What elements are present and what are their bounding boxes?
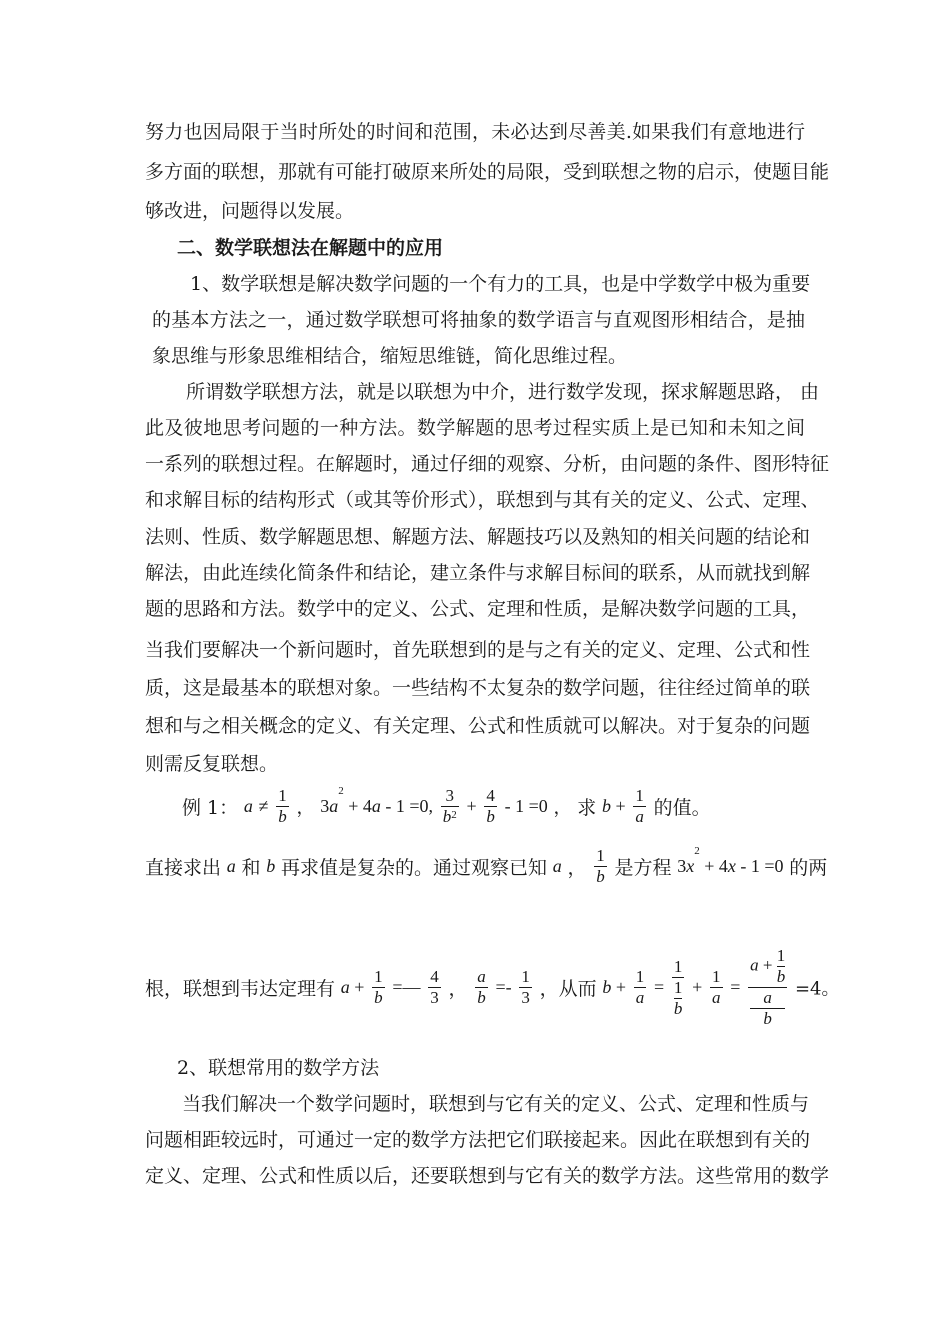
text-segment: 的两 (789, 857, 828, 879)
fraction-3-over-b2: $\frac{3}{b^2}$ (442, 786, 457, 826)
separator: ， (553, 797, 572, 819)
text-line: 多方面的联想，那就有可能打破原来所处的局限，受到联想之物的启示，使题目能 (145, 161, 830, 183)
fraction-1-over-b: $\frac{1}{b}$ (278, 786, 287, 826)
example-1-equation: 例 1： a ≠ $\frac{1}{b}$ ， $3a^2 + 4a - 1 =0$, $\frac{3}{b^2}$ + $\frac{4}{b}$ - 1 =0 ， 求 b + $\frac{1}{a}$ 的值。 (182, 784, 711, 826)
result-text: =4。 (794, 978, 840, 1000)
text-line: 则需反复联想。 (145, 753, 279, 775)
fraction-compound: a + $\frac{1}{b}$ a b (750, 946, 786, 1028)
text-line: 的基本方法之一，通过数学联想可将抽象的数学语言与直观图形相结合，是抽 (152, 309, 805, 331)
text-segment: 直接求出 (145, 857, 222, 879)
text-line: 当我们要解决一个新问题时，首先联想到的是与之有关的定义、定理、公式和性 (145, 639, 811, 661)
fraction-1-over-b: $\frac{1}{b}$ (596, 846, 605, 886)
text-line: 质，这是最基本的联想对象。一些结构不太复杂的数学问题，往往经过简单的联 (145, 677, 811, 699)
text-line: 和求解目标的结构形式（或其等价形式），联想到与其有关的定义、公式、定理、 (145, 489, 820, 511)
text-line: 象思维与形象思维相结合，缩短思维链，简化思维过程。 (152, 345, 628, 367)
fraction-1-over-b: $\frac{1}{b}$ (374, 967, 383, 1007)
text-line: 题的思路和方法。数学中的定义、公式、定理和性质，是解决数学问题的工具， (145, 598, 811, 620)
text-segment: 再求值是复杂的。通过观察已知 (280, 857, 547, 879)
section-heading-text: 二、数学联想法在解题中的应用 (177, 237, 444, 259)
text-segment: ，从而 (539, 978, 597, 1000)
text-line: 所谓数学联想方法，就是以联想为中介，进行数学发现，探求解题思路， 由 (186, 381, 820, 403)
subsection-heading-text: 2、联想常用的数学方法 (177, 1057, 380, 1079)
text-segment: 和 (241, 857, 261, 879)
text-line: 解法，由此连续化简条件和结论，建立条件与求解目标间的联系，从而就找到解 (145, 562, 811, 584)
text-line: 一系列的联想过程。在解题时，通过仔细的观察、分析，由问题的条件、图形特征 (145, 453, 830, 475)
ask-end-text: 的值。 (653, 797, 711, 819)
fraction-a-over-b: $\frac{a}{b}$ (477, 967, 486, 1007)
fraction-1-over-1-over-b: 1 1 b (673, 956, 683, 1018)
fraction-1-over-a: $\frac{1}{a}$ (712, 967, 721, 1007)
vieta-line: 根，联想到韦达定理有 a + $\frac{1}{b}$ =— $\frac{4}{3}$ ， $\frac{a}{b}$ =- $\frac{1}{3}$ ，从而 b + $\frac{1}{a}$ = 1 1 b + $\frac{1}{a}$ = a + $\frac{1}{b}$ a b =4。 (145, 946, 840, 1028)
text-line: 定义、定理、公式和性质以后，还要联想到与它有关的数学方法。这些常用的数学 (145, 1165, 830, 1187)
ask-text: 求 (577, 797, 597, 819)
direct-computation-line: 直接求出 a 和 b 再求值是复杂的。通过观察已知 a ， $\frac{1}{b}$ 是方程 $3x^2 + 4x - 1 =0$ 的两 (145, 844, 828, 886)
text-segment: ， (448, 978, 468, 1000)
text-line: 想和与之相关概念的定义、有关定理、公式和性质就可以解决。对于复杂的问题 (145, 715, 811, 737)
fraction-1-over-3: $\frac{1}{3}$ (521, 967, 530, 1007)
text-line: 当我们解决一个数学问题时，联想到与它有关的定义、公式、定理和性质与 (182, 1093, 810, 1115)
text-line: 努力也因局限于当时所处的时间和范围，未必达到尽善美.如果我们有意地进行 (145, 121, 805, 143)
fraction-1-over-a: $\frac{1}{a}$ (635, 786, 644, 826)
text-line: 问题相距较远时，可通过一定的数学方法把它们联接起来。因此在联想到有关的 (145, 1129, 811, 1151)
example-label: 例 1： (182, 797, 239, 819)
text-segment: 是方程 (614, 857, 672, 879)
text-line: 法则、性质、数学解题思想、解题方法、解题技巧以及熟知的相关问题的结论和 (145, 526, 811, 548)
fraction-1-over-a: $\frac{1}{a}$ (635, 967, 645, 1007)
fraction-4-over-3: $\frac{4}{3}$ (430, 967, 439, 1007)
text-line: 此及彼地思考问题的一种方法。数学解题的思考过程实质上是已知和未知之间 (145, 417, 805, 439)
fraction-4-over-b: $\frac{4}{b}$ (486, 786, 495, 826)
separator: ， (296, 797, 315, 819)
text-line: 够改进，问题得以发展。 (145, 200, 355, 222)
text-segment: ， (567, 857, 587, 879)
text-line: 1、数学联想是解决数学问题的一个有力的工具，也是中学数学中极为重要 (190, 273, 811, 295)
text-segment: 根，联想到韦达定理有 (145, 978, 336, 1000)
